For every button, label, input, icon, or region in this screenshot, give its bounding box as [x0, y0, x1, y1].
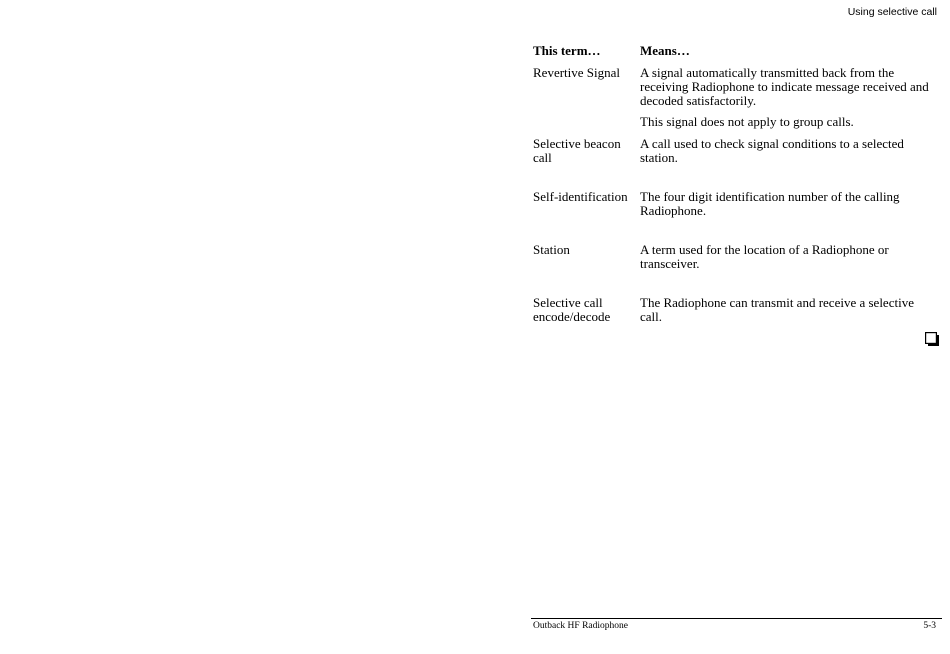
definition-paragraph: The Radiophone can transmit and receive a selective call. [640, 295, 914, 324]
glossary-definition [640, 190, 933, 218]
definition-paragraph: This signal does not apply to group calls. [640, 114, 854, 129]
glossary-row-revertive-signal [533, 66, 933, 129]
glossary-table [533, 44, 933, 324]
glossary-term: Selective call encode/decode [533, 295, 611, 324]
glossary-term: Revertive Signal [533, 65, 621, 80]
footer-page-number: 5-3 [923, 621, 936, 631]
glossary-term: Station [533, 242, 570, 257]
means-column-header: Means… [640, 43, 690, 58]
glossary-term: Self-identification [533, 189, 628, 204]
glossary-row-station [533, 243, 933, 271]
definition-paragraph: A term used for the location of a Radiophone or transceiver. [640, 242, 889, 271]
footer-manual-title: Outback HF Radiophone [533, 621, 628, 631]
glossary-definition [640, 66, 933, 129]
definition-paragraph: A call used to check signal conditions to a selected station. [640, 136, 904, 165]
definition-paragraph: The four digit identification number of the calling Radiophone. [640, 189, 900, 218]
glossary-definition [640, 243, 933, 271]
glossary-term: Selective beacon call [533, 136, 621, 165]
definition-paragraph: A signal automatically transmitted back from the receiving Radiophone to indicate message received and decoded satisfactorily. [640, 65, 929, 108]
term-column-header: This term… [533, 43, 601, 58]
footer-rule [531, 618, 942, 619]
glossary-definition [640, 296, 933, 324]
glossary-header-row [533, 44, 933, 58]
glossary-row-selective-beacon-call [533, 137, 933, 165]
glossary-row-self-identification [533, 190, 933, 218]
glossary-definition [640, 137, 933, 165]
glossary-row-selective-call-encode-decode [533, 296, 933, 324]
end-of-section-box-icon [925, 332, 939, 346]
running-head: Using selective call [847, 6, 937, 18]
